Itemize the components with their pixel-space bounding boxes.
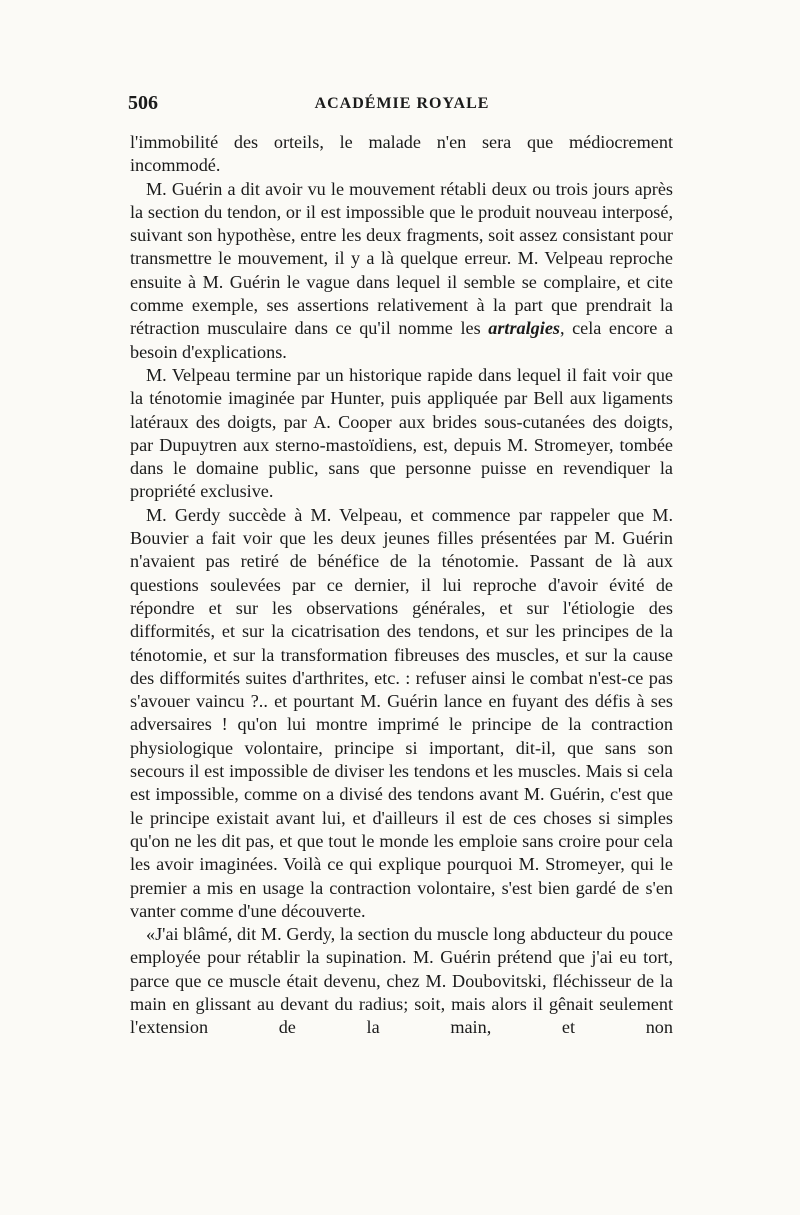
paragraph-gerdy-quote [130,923,673,1039]
paragraph-text: M. Gerdy succède à M. Velpeau, et commence par rappeler que M. Bouvier a fait voir que les deux jeunes filles présentées par M. Guérin n'avaient pas retiré de bénéfice de la ténotomie. Passant de là aux questions soulevées par ce dernier, il lui reproche d'avoir évité de répondre et sur les observations générales, et sur l'étiologie des difformités, et sur la cicatrisation des tendons, et sur les principes de la ténotomie, et sur la transformation fibreuses des muscles, et sur la cause des difformités suites d'arthrites, etc. : refuser ainsi le combat n'est-ce pas s'avouer vaincu ?.. et pourtant M. Guérin lance en fuyant des défis à ses adversaires ! qu'on lui montre imprimé le principe de la contraction physiologique volontaire, principe si important, dit-il, que sans son secours il est impossible de diviser les tendons et les muscles. Mais si cela est impossible, comme on a divisé des tendons avant M. Guérin, c'est que le principe existait avant lui, et d'ailleurs il est de ces choses si simples qu'on ne les dit pas, et que tout le monde les emploie sans croire pour cela les avoir imaginées. Voilà ce qui explique pourquoi M. Stromeyer, qui le premier a mis en usage la contraction volontaire, s'est bien gardé de s'en vanter comme d'une découverte. [130,504,673,921]
paragraph-text: M. Velpeau termine par un historique rapide dans lequel il fait voir que la ténotomie imaginée par Hunter, puis appliquée par Bell aux ligaments latéraux des doigts, par A. Cooper aux brides sous-cutanées des doigts, par Dupuytren aux sterno-mastoïdiens, est, depuis M. Stromeyer, tombée dans le domaine public, sans que personne puisse en revendiquer la propriété exclusive. [130,364,673,502]
body-text [130,131,673,1040]
running-title: ACADÉMIE ROYALE [314,95,490,112]
paragraph-text: , cela encore a besoin d'explications. [130,318,674,362]
paragraph-continuation [130,131,673,178]
page-number: 506 [128,92,158,114]
italic-term-artralgies: artralgies [488,318,560,339]
paragraph-gerdy [130,504,673,923]
paragraph-text: «J'ai blâmé, dit M. Gerdy, la section du muscle long abducteur du pouce employée pour rétablir la supination. M. Guérin prétend que j'ai eu tort, parce que ce muscle était devenu, chez M. Doubovitski, fléchisseur de la main en glissant au devant du radius; soit, mais alors il gênait seulement l'extension de la main, et non [130,924,673,1038]
paragraph-velpeau-historique [130,364,673,504]
paragraph-text: l'immobilité des orteils, le malade n'en sera que médiocrement incommodé. [130,132,673,176]
paragraph-text: M. Guérin a dit avoir vu le mouvement rétabli deux ou trois jours après la section du tendon, or il est impossible que le produit nouveau interposé, suivant son hypothèse, entre les deux fragments, soit assez consistant pour transmettre le mouvement, il y a là quelque erreur. M. Velpeau reproche ensuite à M. Guérin le vague dans lequel il semble se complaire, et cite comme exemple, ses assertions relativement à la part que prendrait la rétraction musculaire dans ce qu'il nomme les [130,178,673,339]
paragraph-guerin-mouvement [130,178,673,364]
page-header [128,92,676,122]
